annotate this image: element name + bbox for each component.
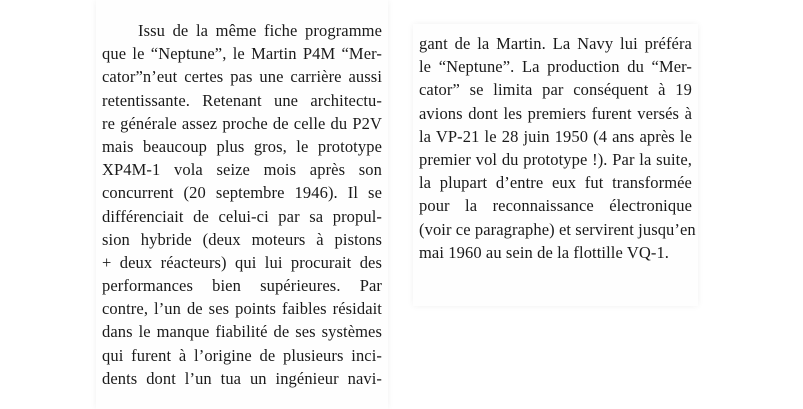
text-line: mai 1960 au sein de la flottille VQ-1.: [419, 242, 670, 262]
text-line: dans le manque fiabilité de ses systèmes: [102, 322, 382, 342]
right-column-lines: [413, 32, 698, 264]
text-line: la VP-21 le 28 juin 1950 (4 ans après le: [419, 126, 692, 146]
text-line: XP4M-1 vola seize mois après son: [102, 160, 382, 180]
right-text-column: [413, 24, 698, 306]
text-line: re générale assez proche de celle du P2V: [102, 113, 382, 133]
text-line: performances bien supérieures. Par: [102, 276, 382, 296]
text-line: différenciait de celui-ci par sa propul-: [102, 206, 382, 226]
text-line: (voir ce paragraphe) et servirent jusqu’en: [419, 219, 696, 239]
text-line: qui furent à l’origine de plusieurs inci-: [102, 345, 382, 365]
text-line: dents dont l’un tua un ingénieur navi-: [102, 368, 382, 388]
text-line: premier vol du prototype !). Par la suite,: [419, 149, 692, 169]
text-line: Issu de la même fiche programme: [138, 21, 382, 40]
text-line: retentissante. Retenant une architectu-: [102, 90, 382, 110]
text-line: avions dont les premiers furent versés à: [419, 103, 692, 123]
text-line: pour la reconnaissance électronique: [419, 196, 692, 216]
left-text-column: [96, 0, 388, 409]
text-line: sion hybride (deux moteurs à pistons: [102, 229, 382, 249]
text-line: que le “Neptune”, le Martin P4M “Mer-: [102, 44, 382, 64]
left-column-lines: [96, 19, 388, 390]
text-line: gant de la Martin. La Navy lui préféra: [419, 34, 692, 53]
text-line: + deux réacteurs) qui lui procurait des: [102, 252, 382, 272]
text-line: le “Neptune”. La production du “Mer-: [419, 57, 692, 77]
text-line: la plupart d’entre eux fut transformée: [419, 173, 692, 193]
text-line: mais beaucoup plus gros, le prototype: [102, 136, 382, 156]
text-line: concurrent (20 septembre 1946). Il se: [102, 183, 382, 203]
text-line: cator” se limita par conséquent à 19: [419, 80, 692, 100]
text-line: cator”n’eut certes pas une carrière aussi: [102, 67, 382, 87]
text-line: contre, l’un de ses points faibles résidait: [102, 299, 382, 319]
